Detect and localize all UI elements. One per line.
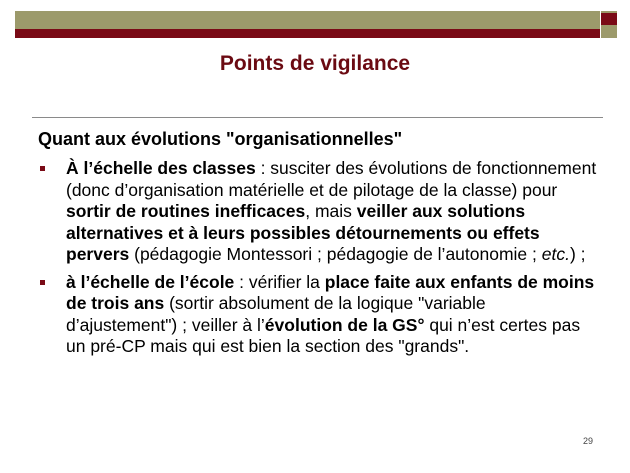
bullet-text-run: sortir de routines inefficaces [66, 201, 306, 221]
bullet-text-run: : susciter des évolutions de fonctionnement (donc d’organisation matérielle et de pilotage de la classe) pour [66, 158, 597, 200]
slide-body [38, 129, 598, 364]
bullet-text-run: ) ; [569, 244, 586, 264]
bullet-list [38, 158, 598, 358]
slide-title: Points de vigilance [219, 52, 411, 75]
square-bullet-icon [40, 280, 45, 285]
section-subheading: Quant aux évolutions "organisationnelles" [38, 129, 403, 149]
square-bullet-icon [40, 166, 45, 171]
bullet-text-run: (pédagogie Montessori ; pédagogie de l’autonomie ; [129, 244, 542, 264]
bullet-text-run: place faite aux enfants de moins de trois ans [66, 271, 595, 313]
bullet-text-run: veiller aux solutions alternatives et à leurs possibles détournements ou effets pervers [66, 201, 540, 264]
header-band-olive [15, 11, 600, 29]
header-band-red [15, 29, 600, 38]
title-divider [32, 117, 603, 118]
bullet-text-run: qui n’est certes pas un pré-CP mais qui est bien la section des "grands". [66, 314, 581, 356]
bullet-text-run: À l’échelle des classes [66, 158, 256, 178]
bullet-item [38, 158, 598, 266]
bullet-text-run: , mais [305, 201, 357, 221]
header-corner-olive-lower [601, 29, 617, 38]
bullet-text-run: (sortir absolument de la logique "variable d’ajustement") ; veiller à l’ [66, 293, 486, 335]
page-number: 29 [583, 436, 594, 446]
bullet-text-run: etc. [541, 244, 570, 264]
bullet-text-run: évolution de la GS° [264, 314, 425, 335]
bullet-item [38, 272, 598, 358]
header-corner-red [601, 13, 617, 25]
bullet-text-run: : vérifier la [234, 271, 325, 292]
bullet-text-run: à l’échelle de l’école [66, 271, 235, 292]
